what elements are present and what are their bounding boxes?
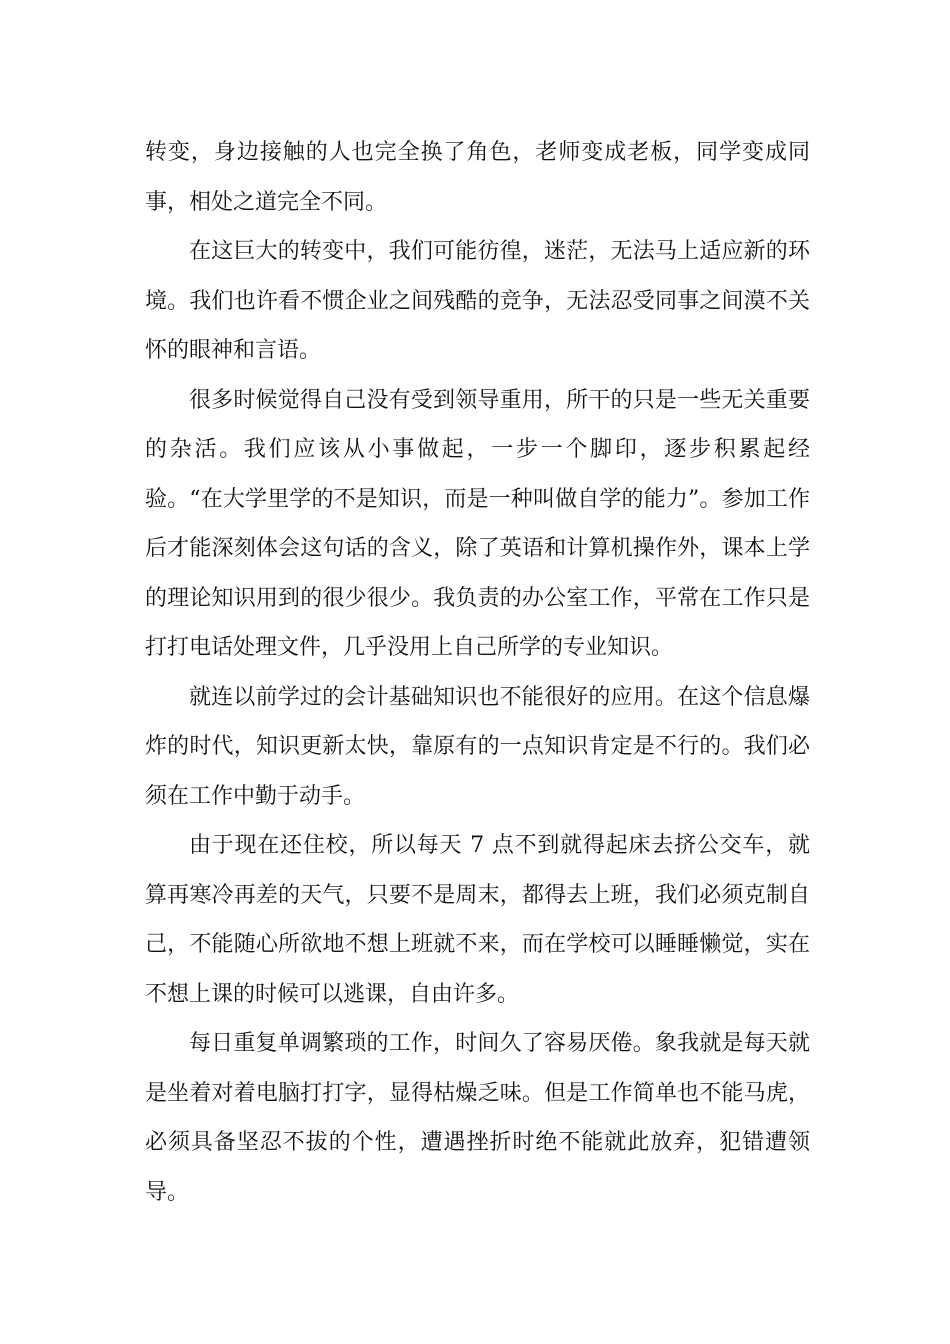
paragraph-1: 转变，身边接触的人也完全换了角色，老师变成老板，同学变成同事，相处之道完全不同。 (145, 140, 810, 215)
paragraph-5: 由于现在还住校，所以每天 7 点不到就得起床去挤公交车，就算再寒冷再差的天气，只要不是周末，都得去上班，我们必须克制自己，不能随心所欲地不想上班就不来，而在学校可以睡睡懒觉，实在不想上课的时候可以逃课，自由许多。 (145, 833, 810, 1007)
document-body (145, 128, 810, 1217)
paragraph-2: 在这巨大的转变中，我们可能彷徨，迷茫，无法马上适应新的环境。我们也许看不惯企业之间残酷的竞争，无法忍受同事之间漠不关怀的眼神和言语。 (145, 239, 810, 363)
paragraph-3: 很多时候觉得自己没有受到领导重用，所干的只是一些无关重要的杂活。我们应该从小事做起，一步一个脚印，逐步积累起经验。“在大学里学的不是知识，而是一种叫做自学的能力”。参加工作后才能深刻体会这句话的含义，除了英语和计算机操作外，课本上学的理论知识用到的很少很少。我负责的办公室工作，平常在工作只是打打电话处理文件，几乎没用上自己所学的专业知识。 (145, 387, 810, 660)
paragraph-6: 每日重复单调繁琐的工作，时间久了容易厌倦。象我就是每天就是坐着对着电脑打打字，显得枯燥乏味。但是工作简单也不能马虎，必须具备坚忍不拔的个性，遭遇挫折时绝不能就此放弃，犯错遭领导。 (145, 1031, 810, 1205)
paragraph-4: 就连以前学过的会计基础知识也不能很好的应用。在这个信息爆炸的时代，知识更新太快，靠原有的一点知识肯定是不行的。我们必须在工作中勤于动手。 (145, 684, 810, 809)
